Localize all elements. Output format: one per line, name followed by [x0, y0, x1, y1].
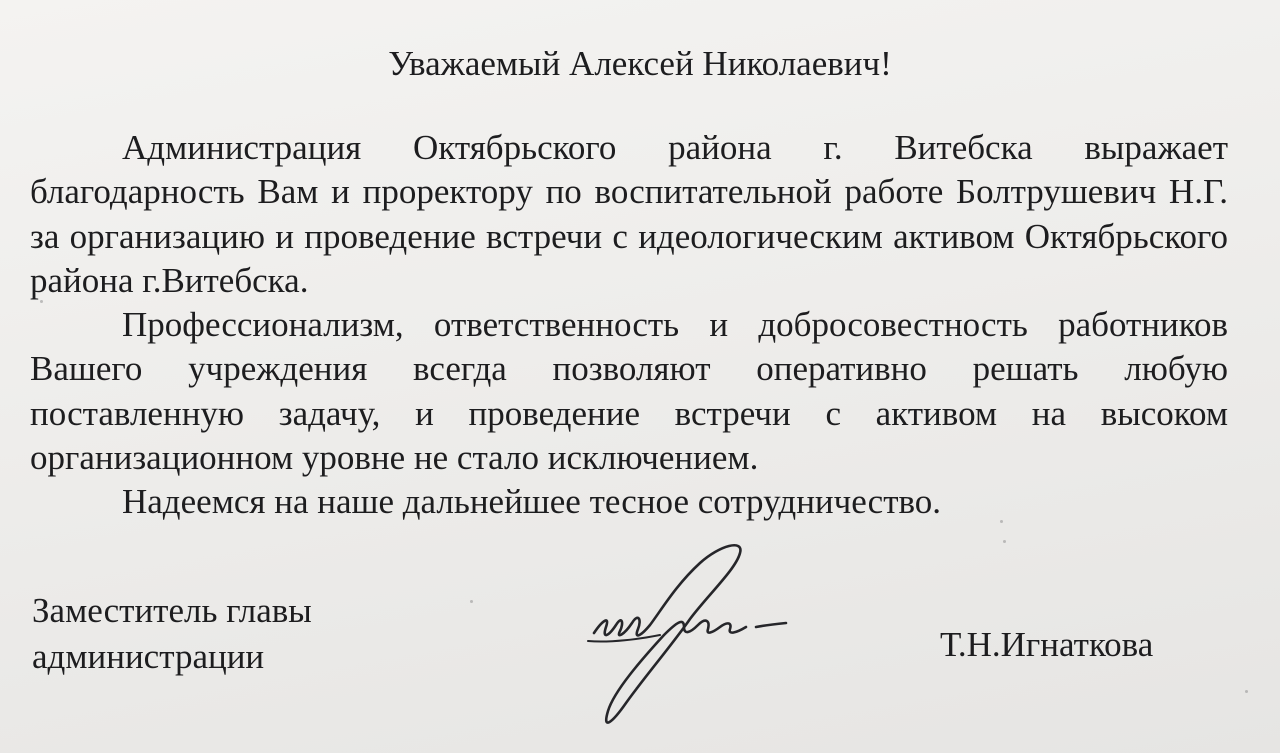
paragraph-professionalism: Профессионализм, ответственность и добросовестность работников Вашего учреждения всегда позволяют оперативно решать любую поставленную задачу, и проведение встречи с активом на высоком организационном уровне не стало исключением.	[30, 305, 1228, 478]
paragraph-cooperation: Надеемся на наше дальнейшее тесное сотрудничество.	[122, 482, 942, 522]
paper-speck	[1245, 690, 1248, 693]
signatory-title-line1: Заместитель главы	[32, 591, 312, 630]
paragraph-gratitude: Администрация Октябрьского района г. Витебска выражает благодарность Вам и проректору по воспитательной работе Болтрушевич Н.Г. за организацию и проведение встречи с идеологическим активом Октябрьского района г.Витебска.	[30, 128, 1228, 300]
signatory-title-line2: администрации	[32, 637, 265, 676]
signatory-title	[32, 588, 312, 680]
paper-speck	[40, 300, 43, 303]
paper-speck	[1003, 540, 1006, 543]
paper-speck	[1000, 520, 1003, 523]
paper-speck	[470, 600, 473, 603]
handwritten-signature-icon	[580, 535, 800, 735]
letter-body	[30, 126, 1228, 525]
signatory-name: Т.Н.Игнаткова	[940, 625, 1154, 664]
salutation: Уважаемый Алексей Николаевич!	[388, 44, 892, 83]
